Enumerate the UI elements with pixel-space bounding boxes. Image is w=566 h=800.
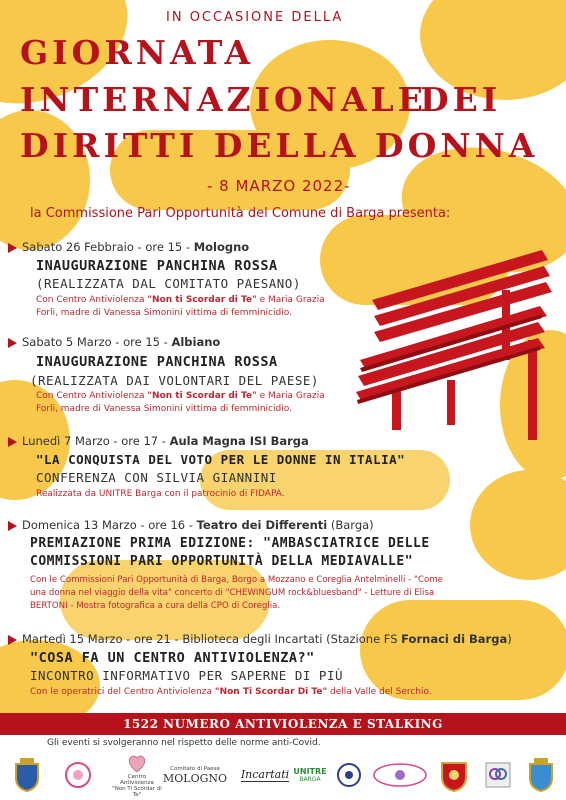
event-2-title: INAUGURAZIONE PANCHINA ROSSA: [36, 354, 278, 370]
barga-coat-of-arms-icon: [12, 752, 42, 798]
event-1-note: Con Centro Antiviolenza "Non ti Scordar di Te" e Maria Grazia Forli, madre di Vanessa Simonini vittima di femminicidio.: [36, 295, 325, 318]
event-2-subtitle: (REALIZZATA DAI VOLONTARI DEL PAESE): [30, 373, 319, 388]
fidapa-logo-icon: [334, 752, 364, 798]
event-5-subtitle: INCONTRO INFORMATIVO PER SAPERNE DI PIÙ: [30, 668, 343, 683]
heart-icon: [122, 752, 152, 774]
mologno-logo: Comitato di Paese MOLOGNO: [162, 765, 228, 785]
pre-title: IN OCCASIONE DELLA: [166, 10, 344, 25]
arrow-icon: [8, 437, 17, 447]
arrow-icon: [8, 338, 17, 348]
event-4-header: Domenica 13 Marzo - ore 16 - Teatro dei Differenti (Barga): [22, 518, 374, 532]
sponsor-logos: [0, 752, 566, 798]
event-5-note: Con le operatrici del Centro Antiviolenza "Non Ti Scordar Di Te" della Valle del Serchio.: [30, 687, 432, 697]
crest-logo-icon: [436, 752, 472, 798]
coreglia-coat-of-arms-icon: [526, 752, 556, 798]
event-3-note: Realizzata da UNITRE Barga con il patrocinio di FIDAPA.: [36, 489, 285, 499]
arrow-icon: [8, 521, 17, 531]
event-4-title-line-1: PREMIAZIONE PRIMA EDIZIONE: "AMBASCIATRICE DELLE: [30, 536, 430, 551]
event-4-note: Con le Commissioni Pari Opportunità di Barga, Borgo a Mozzano e Coreglia Antelminelli - "Come una donna nel viaggio della vita" concerto di "CHEWINGUM rock&bluesband" - Letture di Elisa BERTONI - Mostra fotografica a cura della CPO di Coreglia.: [30, 575, 443, 611]
presenter-line: la Commissione Pari Opportunità del Comune di Barga presenta:: [30, 206, 451, 221]
event-1-subtitle: (REALIZZATA DAL COMITATO PAESANO): [36, 276, 301, 291]
gender-symbols-icon: [483, 752, 513, 798]
hotline-banner: 1522 NUMERO ANTIVIOLENZA E STALKING: [0, 713, 566, 735]
event-2-note: Con Centro Antiviolenza "Non ti Scordar di Te" e Maria Grazia Forli, madre di Vanessa Simonini vittima di femminicidio.: [36, 391, 325, 414]
title-line-3: DIRITTI DELLA DONNA: [20, 126, 539, 165]
title-line-1: GIORNATA: [20, 33, 255, 72]
covid-note: Gli eventi si svolgeranno nel rispetto delle norme anti-Covid.: [47, 738, 321, 748]
event-2-header: Sabato 5 Marzo - ore 15 - Albiano: [22, 335, 221, 349]
event-1-title: INAUGURAZIONE PANCHINA ROSSA: [36, 258, 278, 274]
centro-antiviolenza-logo: Centro Antiviolenza "Non Ti Scordar di Te": [112, 752, 162, 798]
unitre-logo: UNITRE BARGA: [293, 767, 327, 783]
cpo-logo-icon: [370, 752, 430, 798]
title-line-2a: INTERNAZIONALE: [20, 80, 427, 119]
event-3-header: Lunedì 7 Marzo - ore 17 - Aula Magna ISI Barga: [22, 434, 309, 448]
pari-opportunita-logo-icon: [58, 752, 98, 798]
event-1-header: Sabato 26 Febbraio - ore 15 - Mologno: [22, 240, 250, 254]
event-date: - 8 MARZO 2022-: [207, 177, 351, 195]
event-3-subtitle: CONFERENZA CON SILVIA GIANNINI: [36, 470, 277, 485]
arrow-icon: [8, 243, 17, 253]
event-5-title: "COSA FA UN CENTRO ANTIVIOLENZA?": [30, 650, 315, 666]
arrow-icon: [8, 635, 17, 645]
event-3-title: "LA CONQUISTA DEL VOTO PER LE DONNE IN ITALIA": [36, 452, 406, 467]
event-4-title-line-2: COMMISSIONI PARI OPPORTUNITÀ DELLA MEDIAVALLE": [30, 554, 414, 569]
incartati-logo: Incartati: [240, 768, 290, 781]
event-5-header: Martedì 15 Marzo - ore 21 - Biblioteca degli Incartati (Stazione FS Fornaci di Barga): [22, 632, 512, 646]
red-bench-illustration: [352, 240, 557, 440]
title-line-2b: DEI: [420, 80, 502, 119]
